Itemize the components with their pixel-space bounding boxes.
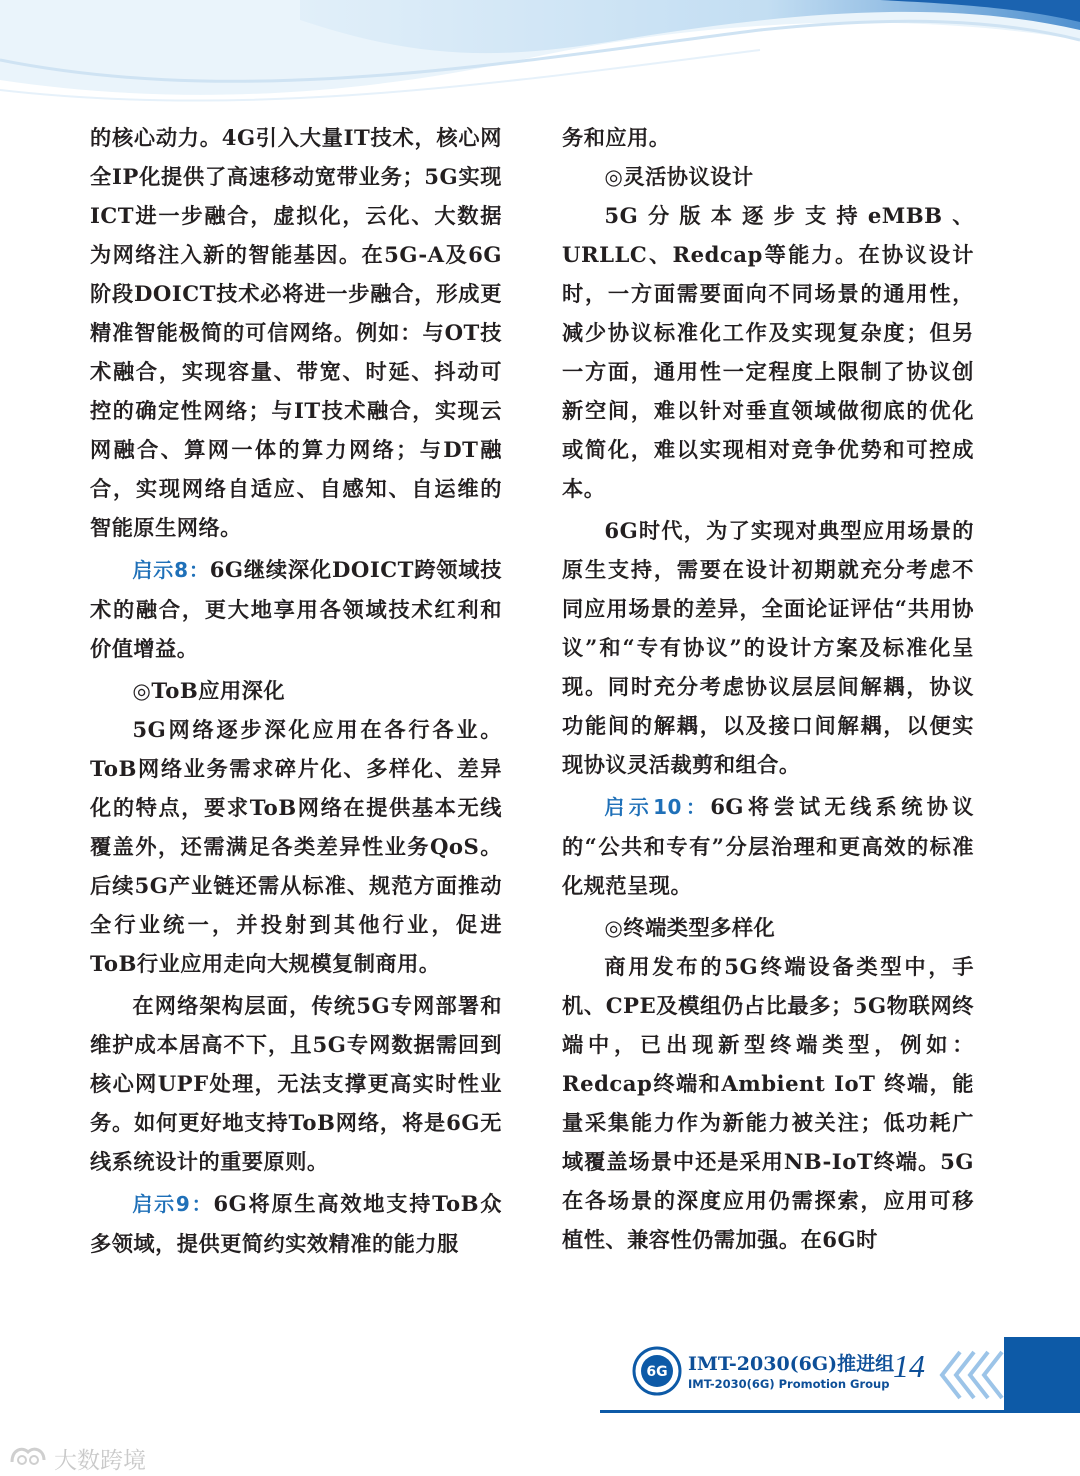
chevron-left-icon xyxy=(930,1340,1010,1410)
insight-text: 6G继续深化DOICT跨领域技术的融合，更大地享用各领域技术红利和价值增益。 xyxy=(90,557,502,661)
section-heading-tob: ◎ToB应用深化 xyxy=(132,678,286,703)
watermark-logo-icon xyxy=(8,1442,48,1470)
insight-label: 启示8： xyxy=(132,558,210,582)
insight-10 xyxy=(562,787,974,905)
section-heading-terminal: ◎终端类型多样化 xyxy=(604,915,776,940)
org-name-en: IMT-2030(6G) Promotion Group xyxy=(688,1377,890,1391)
body-paragraph: 务和应用。 xyxy=(562,125,671,150)
insight-label: 启示9： xyxy=(132,1192,214,1216)
body-paragraph: 商用发布的5G终端设备类型中，手机、CPE及模组仍占比最多；5G物联网终端中，已出现新型终端类型，例如：Redcap终端和Ambient IoT 终端，能量采集能力作为新能力被关注；低功耗广域覆盖场景中还是采用NB-IoT终端。5G在各场景的深度应用仍需探索，应用可移植性、兼容性仍需加强。在6G时 xyxy=(562,954,974,1252)
header-wave-decoration xyxy=(0,0,1080,130)
watermark-text: 大数跨境 xyxy=(54,1448,146,1474)
body-paragraph: 的核心动力。4G引入大量IT技术，核心网全IP化提供了高速移动宽带业务；5G实现ICT进一步融合，虚拟化，云化、大数据为网络注入新的智能基因。在5G-A及6G阶段DOICT技术必将进一步融合，形成更精准智能极简的可信网络。例如：与OT技术融合，实现容量、带宽、时延、抖动可控的确定性网络；与IT技术融合，实现云网融合、算网一体的算力网络；与DT融合，实现网络自适应、自感知、自运维的智能原生网络。 xyxy=(90,125,502,540)
left-column xyxy=(90,118,502,1263)
section-heading-protocol: ◎灵活协议设计 xyxy=(604,164,754,189)
body-paragraph: 5G分版本逐步支持eMBB、URLLC、Redcap等能力。在协议设计时，一方面需要面向不同场景的通用性，减少协议标准化工作及实现复杂度；但另一方面，通用性一定程度上限制了协议创新空间，难以针对垂直领域做彻底的优化或简化，难以实现相对竞争优势和可控成本。 xyxy=(562,203,974,501)
insight-text: 6G将尝试无线系统协议的“公共和专有”分层治理和更高效的标准化规范呈现。 xyxy=(562,794,974,898)
imt2030-logo-icon xyxy=(632,1346,682,1396)
body-paragraph: 在网络架构层面，传统5G专网部署和维护成本居高不下，且5G专网数据需回到核心网UPF处理，无法支撑更高实时性业务。如何更好地支持ToB网络，将是6G无线系统设计的重要原则。 xyxy=(90,993,502,1174)
org-name-cn: IMT-2030(6G)推进组 xyxy=(688,1353,895,1375)
insight-label: 启示10： xyxy=(604,795,711,819)
body-paragraph: 5G网络逐步深化应用在各行各业。ToB网络业务需求碎片化、多样化、差异化的特点，要求ToB网络在提供基本无线覆盖外，还需满足各类差异性业务QoS。后续5G产业链还需从标准、规范方面推动全行业统一，并投射到其他行业，促进ToB行业应用走向大规模复制商用。 xyxy=(90,717,502,976)
page-number: 14 xyxy=(893,1348,925,1384)
footer-color-block xyxy=(1004,1337,1080,1412)
insight-9 xyxy=(90,1184,502,1263)
right-column xyxy=(562,118,974,1259)
logo-text: 6G xyxy=(646,1364,668,1380)
insight-8 xyxy=(90,550,502,668)
insight-text: 6G将原生高效地支持ToB众多领域，提供更简约实效精准的能力服 xyxy=(90,1191,502,1256)
body-paragraph: 6G时代，为了实现对典型应用场景的原生支持，需要在设计初期就充分考虑不同应用场景的差异，全面论证评估“共用协议”和“专有协议”的设计方案及标准化呈现。同时充分考虑协议层层间解耦，协议功能间的解耦，以及接口间解耦，以便实现协议灵活裁剪和组合。 xyxy=(562,518,974,777)
